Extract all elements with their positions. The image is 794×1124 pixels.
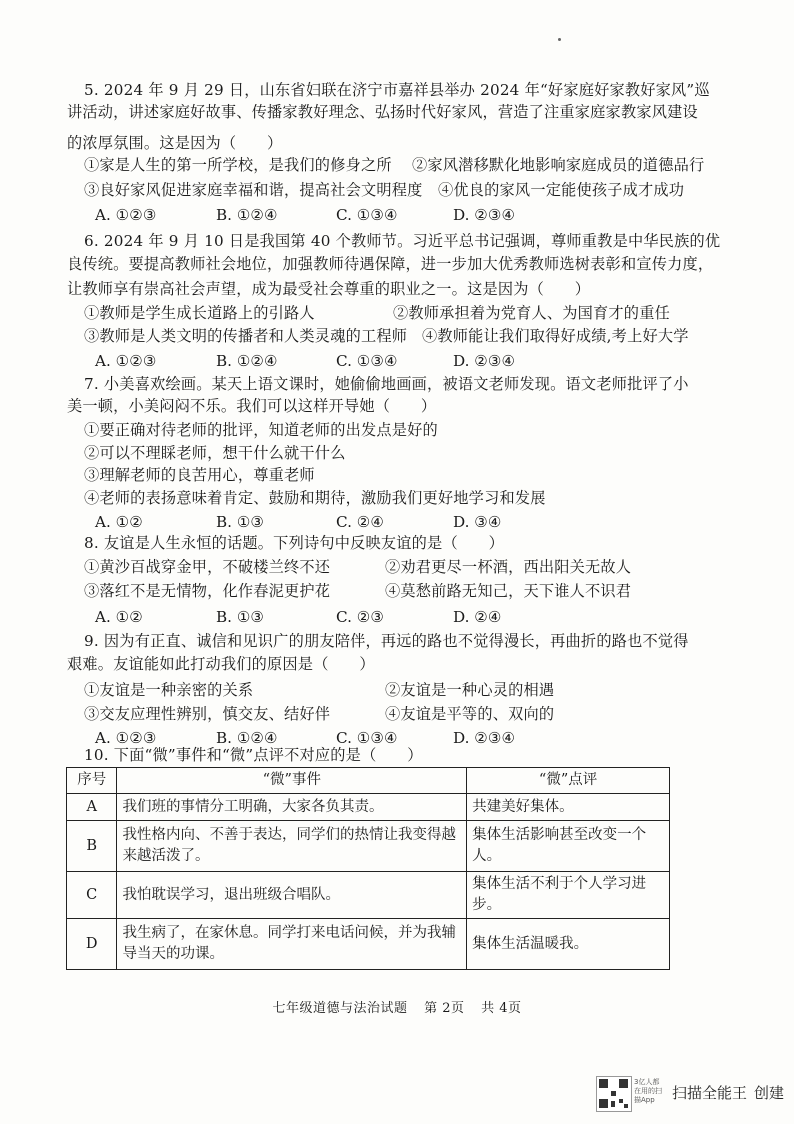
q6-option-3: ③教师是人类文明的传播者和人类灵魂的工程师 (84, 327, 408, 345)
row-event: 我们班的事情分工明确，大家各负其责。 (117, 794, 467, 821)
q5-answer-c: C. ①③④ (336, 206, 398, 224)
q7-answer-d: D. ③④ (453, 513, 502, 531)
q9-option-2: ②友谊是一种心灵的相遇 (385, 681, 555, 699)
q5-option-1: ①家是人生的第一所学校，是我们的修身之所 (84, 156, 392, 174)
q5-stem-line3: 的浓厚氛围。这是因为（ ） (67, 134, 283, 152)
q5-answer-d: D. ②③④ (453, 206, 516, 224)
q6-stem-line2: 良传统。要提高教师社会地位，加强教师待遇保障，进一步加大优秀教师选树表彰和宣传力度， (67, 255, 714, 273)
q7-answer-a: A. ①② (95, 513, 143, 531)
header-number: 序号 (67, 768, 117, 794)
q7-stem-line1: 7. 小美喜欢绘画。某天上语文课时，她偷偷地画画，被语文老师发现。语文老师批评了小 (84, 375, 689, 393)
row-event: 我生病了，在家休息。同学打来电话问候，并为我辅导当天的功课。 (117, 919, 467, 970)
q5-stem-line1: 5. 2024 年 9 月 29 日，山东省妇联在济宁市嘉祥县举办 2024 年“好家庭好家教好家风”巡 (84, 81, 710, 99)
q8-option-4: ④莫愁前路无知己，天下谁人不识君 (385, 582, 632, 600)
row-event: 我性格内向、不善于表达，同学们的热情让我变得越来越活泼了。 (117, 821, 467, 872)
q7-option-2: ②可以不理睬老师，想干什么就干什么 (84, 444, 346, 462)
q7-answer-b: B. ①③ (216, 513, 265, 531)
q9-option-1: ①友谊是一种亲密的关系 (84, 681, 254, 699)
q10-stem-line1: 10. 下面“微”事件和“微”点评不对应的是（ ） (84, 746, 423, 764)
q9-answer-b: B. ①②④ (216, 729, 278, 747)
q6-answer-c: C. ①③④ (336, 352, 398, 370)
q8-option-2: ②劝君更尽一杯酒，西出阳关无故人 (385, 558, 632, 576)
row-number: D (67, 919, 117, 970)
q6-stem-line1: 6. 2024 年 9 月 10 日是我国第 40 个教师节。习近平总书记强调，尊师重教是中华民族的优 (84, 232, 721, 250)
q5-option-3: ③良好家风促进家庭幸福和谐，提高社会文明程度 (84, 181, 423, 199)
q9-answer-d: D. ②③④ (453, 729, 516, 747)
q6-option-1: ①教师是学生成长道路上的引路人 (84, 304, 315, 322)
q7-option-3: ③理解老师的良苦用心，尊重老师 (84, 466, 315, 484)
q8-answer-d: D. ②④ (453, 608, 502, 626)
q5-answer-a: A. ①②③ (95, 206, 157, 224)
table-row (67, 872, 670, 919)
row-comment: 集体生活温暖我。 (467, 919, 670, 970)
q9-stem-line2: 艰难。友谊能如此打动我们的原因是（ ） (67, 655, 375, 673)
footer-page-number: 第 2页 (424, 1001, 465, 1016)
q5-answer-b: B. ①②④ (216, 206, 278, 224)
table-header-row (67, 768, 670, 794)
q5-option-4: ④优良的家风一定能使孩子成才成功 (438, 181, 685, 199)
row-event: 我怕耽误学习，退出班级合唱队。 (117, 872, 467, 919)
row-number: B (67, 821, 117, 872)
header-event: “微”事件 (117, 768, 467, 794)
q8-stem-line1: 8. 友谊是人生永恒的话题。下列诗句中反映友谊的是（ ） (84, 534, 504, 552)
q7-stem-line2: 美一顿，小美闷闷不乐。我们可以这样开导她（ ） (67, 397, 437, 415)
scan-speck (558, 38, 561, 41)
q7-option-1: ①要正确对待老师的批评，知道老师的出发点是好的 (84, 421, 438, 439)
q7-option-4: ④老师的表扬意味着肯定、鼓励和期待，激励我们更好地学习和发展 (84, 489, 546, 507)
header-comment: “微”点评 (467, 768, 670, 794)
row-comment: 共建美好集体。 (467, 794, 670, 821)
q6-answer-b: B. ①②④ (216, 352, 278, 370)
row-comment: 集体生活不利于个人学习进步。 (467, 872, 670, 919)
table-row (67, 821, 670, 872)
q8-answer-a: A. ①② (95, 608, 143, 626)
table-row (67, 794, 670, 821)
q5-option-2: ②家风潜移默化地影响家庭成员的道德品行 (412, 156, 705, 174)
watermark-label (672, 1082, 794, 1103)
q9-option-4: ④友谊是平等的、双向的 (385, 705, 555, 723)
watermark-app-name: 扫描全能王 (672, 1084, 748, 1102)
q8-option-1: ①黄沙百战穿金甲，不破楼兰终不还 (84, 558, 331, 576)
q6-stem-line3: 让教师享有崇高社会声望，成为最受社会尊重的职业之一。这是因为（ ） (67, 280, 591, 298)
footer-total-pages: 共 4页 (481, 1001, 522, 1016)
row-comment: 集体生活影响甚至改变一个人。 (467, 821, 670, 872)
q6-answer-d: D. ②③④ (453, 352, 516, 370)
footer-subject: 七年级道德与法治试题 (272, 1001, 408, 1016)
q9-answer-c: C. ①③④ (336, 729, 398, 747)
table-row (67, 919, 670, 970)
q10-table (66, 767, 670, 970)
watermark-created: 创建 (754, 1084, 785, 1102)
q6-option-2: ②教师承担着为党育人、为国育才的重任 (393, 304, 670, 322)
q9-stem-line1: 9. 因为有正直、诚信和见识广的朋友陪伴，再远的路也不觉得漫长，再曲折的路也不觉得 (84, 632, 689, 650)
watermark-tagline: 3亿人都在用的扫描App (634, 1078, 662, 1104)
q5-stem-line2: 讲活动，讲述家庭好故事、传播家教好理念、弘扬时代好家风，营造了注重家庭家教家风建设 (67, 103, 698, 121)
q8-answer-b: B. ①③ (216, 608, 265, 626)
q9-option-3: ③交友应理性辨别，慎交友、结好伴 (84, 705, 331, 723)
q6-answer-a: A. ①②③ (95, 352, 157, 370)
qr-code-icon (596, 1076, 632, 1112)
q8-answer-c: C. ②③ (336, 608, 384, 626)
q6-option-4: ④教师能让我们取得好成绩,考上好大学 (422, 327, 689, 345)
q7-answer-c: C. ②④ (336, 513, 384, 531)
row-number: A (67, 794, 117, 821)
row-number: C (67, 872, 117, 919)
page-footer (0, 997, 794, 1016)
q8-option-3: ③落红不是无情物，化作春泥更护花 (84, 582, 331, 600)
q9-answer-a: A. ①②③ (95, 729, 157, 747)
